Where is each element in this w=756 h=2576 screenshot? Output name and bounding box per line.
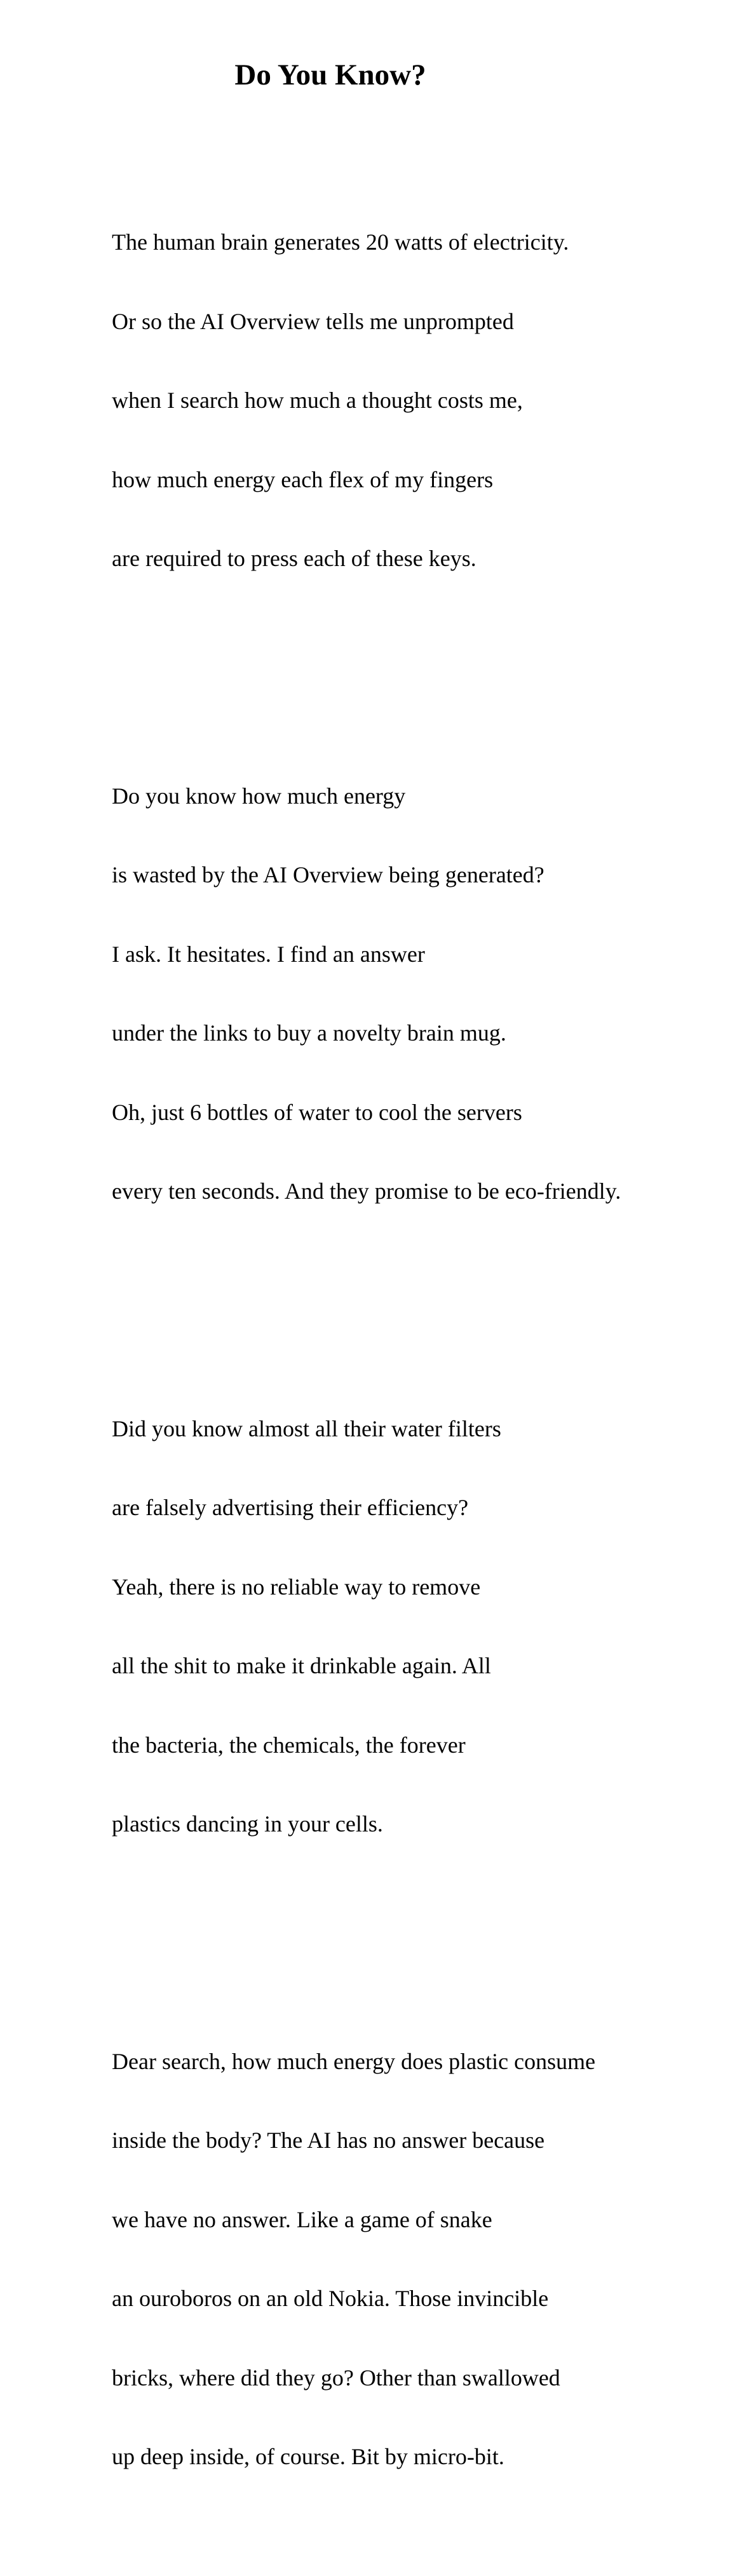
poem-line: inside the body? The AI has no answer because: [112, 2128, 545, 2153]
stanza-4: [112, 1996, 621, 2523]
poem-line: Did you know almost all their water filters: [112, 1415, 501, 1441]
poem-line: how much energy each flex of my fingers: [112, 466, 494, 492]
poem-line: all the shit to make it drinkable again. All: [112, 1653, 491, 1678]
poem-line: when I search how much a thought costs me,: [112, 388, 523, 413]
poem-title: Do You Know?: [234, 58, 426, 91]
stanza-2: [112, 731, 621, 1258]
poem-line: Dear search, how much energy does plastic consume: [112, 2048, 596, 2074]
poem-line: Or so the AI Overview tells me unprompted: [112, 308, 514, 334]
poem-line: The human brain generates 20 watts of electricity.: [112, 229, 569, 255]
poem-line: up deep inside, of course. Bit by micro-bit.: [112, 2444, 504, 2469]
poem-line: bricks, where did they go? Other than swallowed: [112, 2364, 560, 2391]
poem-line: plastics dancing in your cells.: [112, 1811, 383, 1837]
poem-line: we have no answer. Like a game of snake: [112, 2206, 492, 2232]
poem-line: the bacteria, the chemicals, the forever: [112, 1732, 466, 1758]
poem-line: Oh, just 6 bottles of water to cool the servers: [112, 1099, 522, 1125]
poem-line: every ten seconds. And they promise to be eco-friendly.: [112, 1178, 621, 1204]
poem-line: are required to press each of these keys.: [112, 546, 476, 571]
poem-line: Do you know how much energy: [112, 783, 406, 809]
poem-line: is wasted by the AI Overview being generated?: [112, 862, 544, 887]
poem-body: [112, 124, 621, 2576]
poem-line: I ask. It hesitates. I find an answer: [112, 941, 425, 967]
stanza-1: [112, 177, 621, 625]
poem-line: Yeah, there is no reliable way to remove: [112, 1574, 481, 1600]
stanza-3: [112, 1363, 621, 1891]
poem-line: are falsely advertising their efficiency?: [112, 1495, 469, 1520]
poem-line: under the links to buy a novelty brain mug.: [112, 1020, 506, 1046]
poem-line: an ouroboros on an old Nokia. Those invincible: [112, 2286, 549, 2311]
